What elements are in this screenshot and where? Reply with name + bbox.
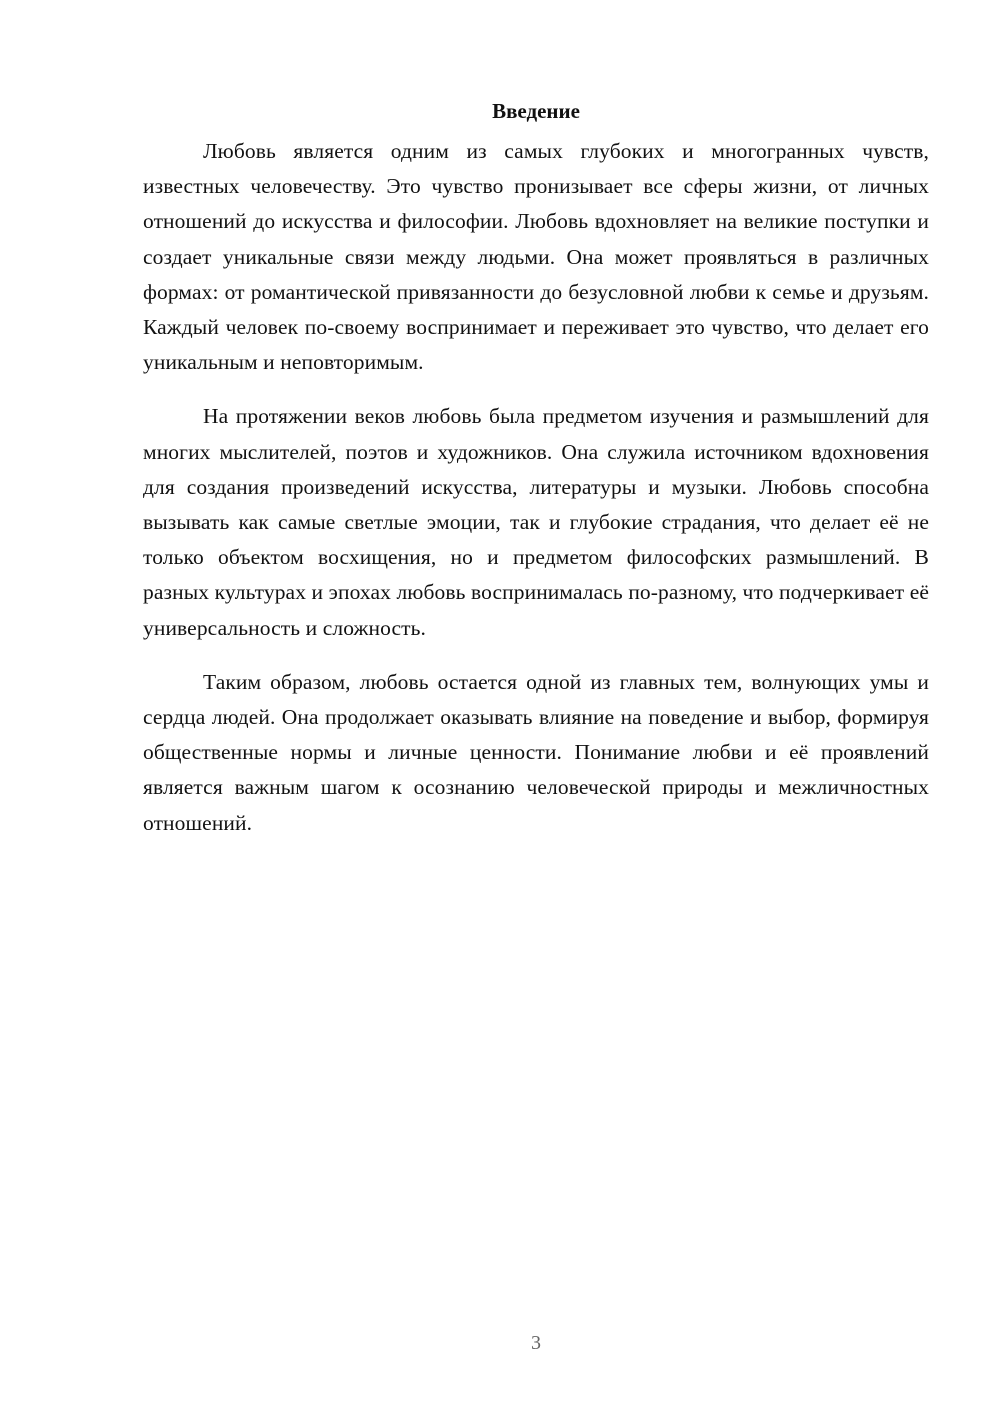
page-content [143,96,929,860]
section-heading: Введение [492,99,580,123]
page-number: 3 [531,1332,541,1354]
paragraph-1: Любовь является одним из самых глубоких и многогранных чувств, известных человечеству. Это чувство пронизывает все сферы жизни, от личных отношений до искусства и философии. Любовь вдохновляет на великие поступки и создает уникальные связи между людьми. Она может проявляться в различных формах: от романтической привязанности до безусловной любви к семье и друзьям. Каждый человек по-своему воспринимает и переживает это чувство, что делает его уникальным и неповторимым. [143,139,929,375]
paragraph-3: Таким образом, любовь остается одной из главных тем, волнующих умы и сердца людей. Она продолжает оказывать влияние на поведение и выбор, формируя общественные нормы и личные ценности. Понимание любви и её проявлений является важным шагом к осознанию человеческой природы и межличностных отношений. [143,669,929,835]
paragraph-2: На протяжении веков любовь была предметом изучения и размышлений для многих мыслителей, поэтов и художников. Она служила источником вдохновения для создания произведений искусства, литературы и музыки. Любовь способна вызывать как самые светлые эмоции, так и глубокие страдания, что делает её не только объектом восхищения, но и предметом философских размышлений. В разных культурах и эпохах любовь воспринималась по-разному, что подчеркивает её универсальность и сложность. [143,404,929,640]
